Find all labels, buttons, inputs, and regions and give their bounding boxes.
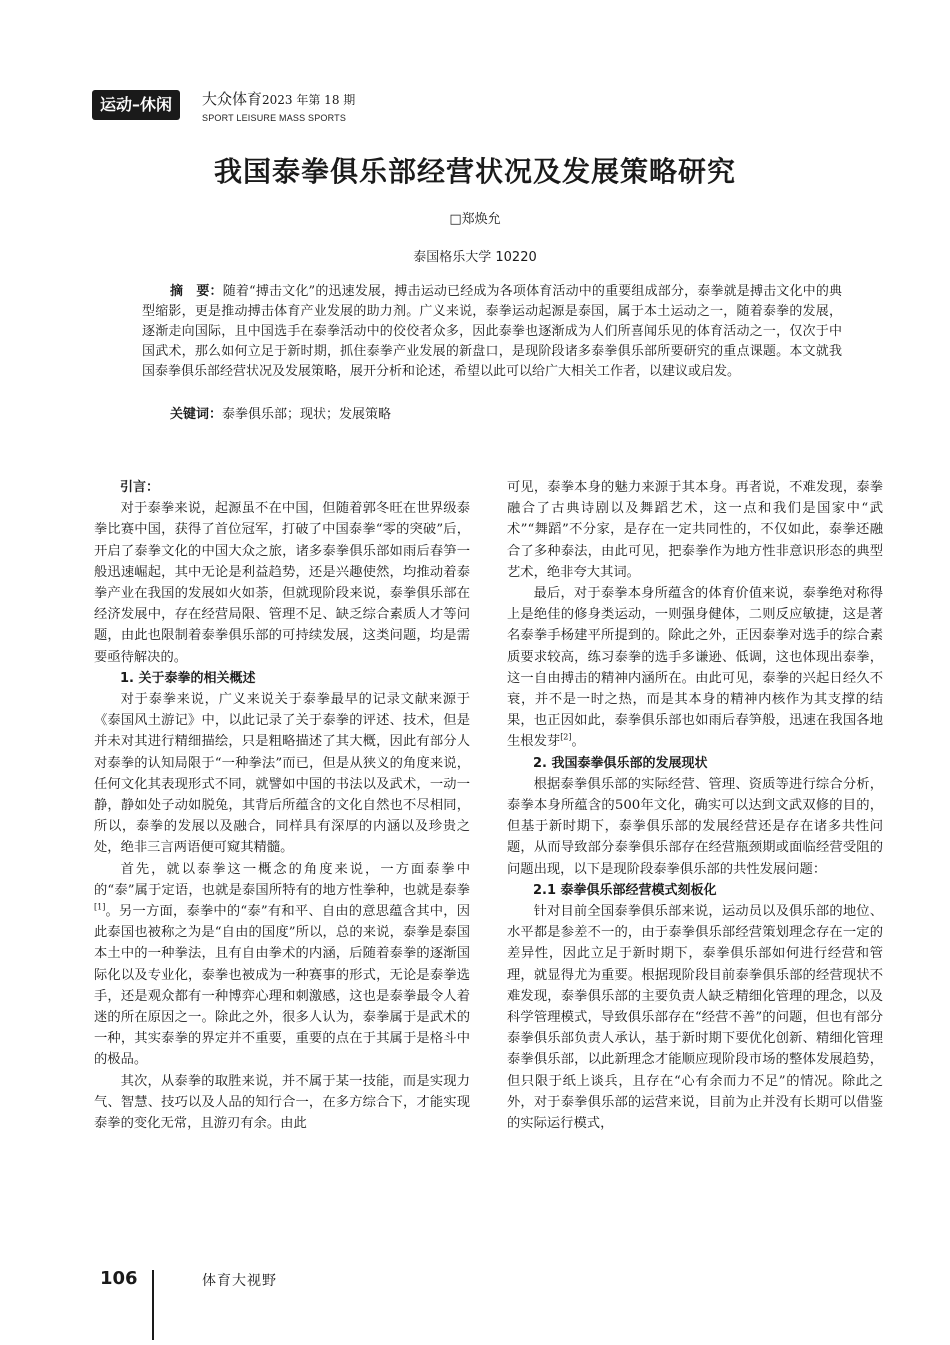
section-1-paragraph-2-part-b: 。另一方面，泰拳中的“泰”有和平、自由的意思蕴含其中，因此泰国也被称之为是“自由的国度”所以，总的来说，泰拳是泰国本土中的一种拳法，且有自由拳术的内涵，后随着泰拳的逐渐国际化以及专业化，泰拳也被成为一种赛事的形式，无论是泰拳选手，还是观众都有一种博弈心理和刺激感，这也是泰拳最令人着迷的所在原因之一。除此之外，很多人认为，泰拳属于是武术的一种，其实泰拳的界定并不重要，重要的点在于其属于是格斗中的极品。	[94, 904, 470, 1068]
section-2-1-paragraph-1: 针对目前全国泰拳俱乐部来说，运动员以及俱乐部的地位、水平都是参差不一的，由于泰拳俱乐部经营策划理念存在一定的差异性，因此立足于新时期下，泰拳俱乐部如何进行经营和管理，就显得尤为重要。根据现阶段目前泰拳俱乐部的经营现状不难发现，泰拳俱乐部的主要负责人缺乏精细化管理的理念，以及科学管理模式，导致俱乐部存在“经营不善”的问题，但也有部分泰拳俱乐部负责人承认，基于新时期下要优化创新、精细化管理泰拳俱乐部，以此新理念才能顺应现阶段市场的整体发展趋势，但只限于纸上谈兵，且存在“心有余而力不足”的情况。除此之外，对于泰拳俱乐部的运营来说，目前为止并没有长期可以借鉴的实际运行模式，	[507, 904, 883, 1132]
keywords-label: 关键词：	[170, 407, 223, 422]
body-column-left	[94, 477, 470, 1134]
journal-english-name: SPORT LEISURE MASS SPORTS	[202, 113, 347, 123]
section-tag: 运动–休闲	[92, 90, 180, 120]
right-paragraph-1: 可见，泰拳本身的魅力来源于其本身。再者说，不难发现，泰拳融合了古典诗剧以及舞蹈艺术，这一点和我们是国家中“武术”“舞蹈”不分家，是存在一定共同性的，不仅如此，泰拳还融合了多种泰法，由此可见，把泰拳作为地方性非意识形态的典型艺术，绝非夸大其词。	[507, 480, 883, 580]
right-paragraph-2	[507, 583, 883, 753]
section-1-paragraph-2	[94, 859, 470, 1071]
section-1-heading: 1. 关于泰拳的相关概述	[120, 670, 256, 686]
journal-masthead	[202, 90, 355, 123]
section-1-paragraph-3: 其次，从泰拳的取胜来说，并不属于某一技能，而是实现力气、智慧、技巧以及人品的知行合一，在多方综合下，才能实现泰拳的变化无常，且游刃有余。由此	[94, 1073, 470, 1132]
intro-paragraph: 对于泰拳来说，起源虽不在中国，但随着郭冬旺在世界级泰拳比赛中国，获得了首位冠军，打破了中国泰拳“零的突破”后，开启了泰拳文化的中国大众之旅，诸多泰拳俱乐部如雨后春笋一般迅速崛起，其中无论是利益趋势，还是兴趣使然，均推动着泰拳产业在我国的发展如火如荼，但就现阶段来说，泰拳俱乐部在经济发展中，存在经营局限、管理不足、缺乏综合素质人才等问题，由此也限制着泰拳俱乐部的可持续发展，这类问题，均是需要亟待解决的。	[94, 501, 470, 665]
article-affiliation: 泰国格乐大学 10220	[413, 250, 537, 265]
section-2-paragraph-1: 根据泰拳俱乐部的实际经营、管理、资质等进行综合分析，泰拳本身所蕴含的500年文化，确实可以达到文武双修的目的，但基于新时期下，泰拳俱乐部的发展经营还是存在诸多共性问题，从而导致部分泰拳俱乐部存在经营瓶颈期或面临经营受阻的问题出现，以下是现阶段泰拳俱乐部的共性发展问题：	[507, 776, 883, 877]
section-2-1-heading: 2.1 泰拳俱乐部经营模式刻板化	[533, 882, 717, 898]
abstract-label: 摘 要：	[170, 284, 223, 299]
keywords	[170, 405, 850, 425]
footer-divider	[152, 1270, 154, 1340]
article-title: 我国泰拳俱乐部经营状况及发展策略研究	[213, 155, 736, 188]
abstract	[142, 282, 842, 382]
article-author: □郑焕允	[449, 212, 501, 227]
page-header	[92, 90, 912, 130]
section-1-paragraph-2-part-a: 首先，就以泰拳这一概念的角度来说，一方面泰拳中的“泰”属于定语，也就是泰国所特有的地方性拳种，也就是泰拳	[94, 861, 470, 898]
section-2-heading: 2. 我国泰拳俱乐部的发展现状	[533, 755, 708, 771]
citation-2: [2]	[560, 733, 572, 743]
column-name: 体育大视野	[202, 1273, 277, 1289]
intro-heading: 引言：	[120, 480, 160, 495]
section-1-paragraph-1: 对于泰拳来说，广义来说关于泰拳最早的记录文献来源于《泰国风土游记》中，以此记录了关于泰拳的评述、技术，但是并未对其进行精细描绘，只是粗略描述了其大概，因此有部分人对泰拳的认知局限于“一种拳法”而已，但是从狭义的角度来说，任何文化其表现形式不同，就譬如中国的书法以及武术，一动一静，静如处子动如脱兔，其背后所蕴含的文化自然也不尽相同，所以，泰拳的发展以及融合，同样具有深厚的内涵以及珍贵之处，绝非三言两语便可窥其精髓。	[94, 692, 470, 856]
abstract-text: 随着“搏击文化”的迅速发展，搏击运动已经成为各项体育活动中的重要组成部分，泰拳就是搏击文化中的典型缩影，更是推动搏击体育产业发展的助力剂。广义来说，泰拳运动起源是泰国，属于本土运动之一，随着泰拳的发展，逐渐走向国际，且中国选手在泰拳活动中的佼佼者众多，因此泰拳也逐渐成为人们所喜闻乐见的体育活动之一，仅次于中国武术，那么如何立足于新时期，抓住泰拳产业发展的新盘口，是现阶段诸多泰拳俱乐部所要研究的重点课题。本文就我国泰拳俱乐部经营状况及发展策略，展开分析和论述，希望以此可以给广大相关工作者，以建议或启发。	[142, 284, 842, 379]
right-paragraph-2-part-b: 。	[571, 734, 585, 750]
body-column-right	[507, 477, 883, 1134]
right-paragraph-2-part-a: 最后，对于泰拳本身所蕴含的体育价值来说，泰拳绝对称得上是绝佳的修身类运动，一则强身健体，二则反应敏捷，这是著名泰拳手杨建平所提到的。除此之外，正因泰拳对选手的综合素质要求较高，练习泰拳的选手多谦逊、低调，这也体现出泰拳，这一自由搏击的精神内涵所在。由此可见，泰拳的兴起日经久不衰，并不是一时之热，而是其本身的精神内核作为其支撑的结果，也正因如此，泰拳俱乐部也如雨后春笋般，迅速在我国各地生根发芽	[507, 586, 883, 750]
journal-name: 大众体育	[202, 90, 263, 108]
page-number: 106	[100, 1268, 138, 1289]
journal-issue: 2023 年第 18 期	[262, 93, 356, 107]
journal-title-line	[202, 90, 355, 109]
keywords-text: 泰拳俱乐部；现状；发展策略	[222, 407, 392, 422]
citation-1: [1]	[94, 902, 106, 912]
